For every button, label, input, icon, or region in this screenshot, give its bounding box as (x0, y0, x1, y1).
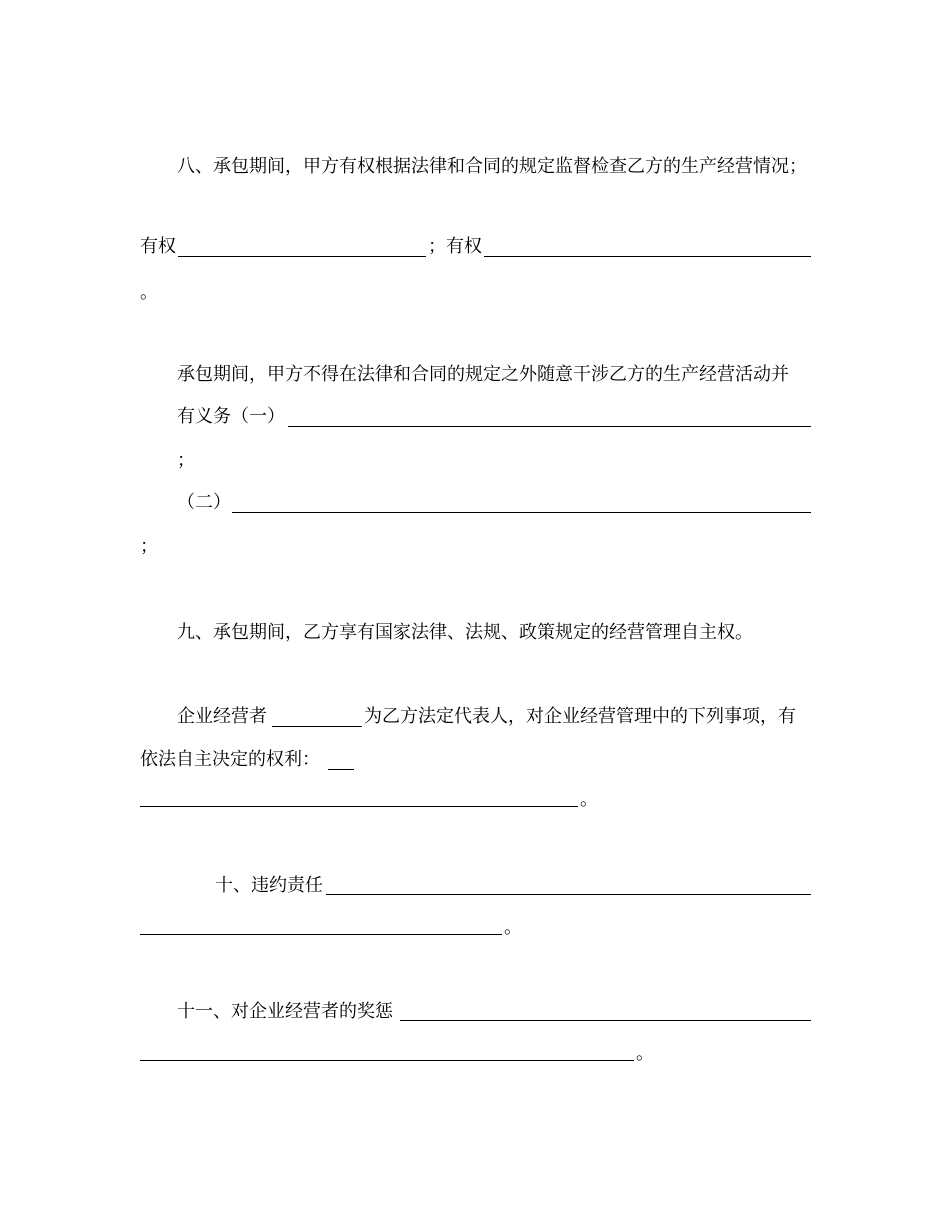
clause-11-period: 。 (636, 1043, 654, 1064)
clause-8-duty-1-semicolon: ； (177, 450, 195, 471)
clause-8-rights-period: 。 (140, 282, 158, 303)
clause-8-duty-1-blank[interactable] (288, 426, 811, 427)
clause-8-duty-2-blank[interactable] (232, 512, 811, 513)
clause-8-duty-2-semicolon: ； (140, 536, 158, 557)
clause-8-right-1-label: 有权 (140, 236, 176, 257)
clause-8-right-1-blank[interactable] (178, 256, 426, 257)
clause-10-title: 十、违约责任 (215, 875, 323, 896)
clause-8-intro: 八、承包期间，甲方有权根据法律和合同的规定监督检查乙方的生产经营情况； (177, 156, 807, 177)
clause-9-rights-period: 。 (580, 789, 598, 810)
clause-9-intro: 九、承包期间，乙方享有国家法律、法规、政策规定的经营管理自主权。 (177, 622, 753, 643)
clause-10-blank-2[interactable] (140, 934, 502, 935)
clause-8-right-2-label: ；有权 (428, 236, 482, 257)
clause-9-rights-label: 依法自主决定的权利： (140, 749, 320, 770)
clause-11-blank-2[interactable] (140, 1060, 634, 1061)
clause-8-right-2-blank[interactable] (484, 256, 811, 257)
clause-8-no-interfere: 承包期间，甲方不得在法律和合同的规定之外随意干涉乙方的生产经营活动并 (177, 364, 789, 385)
clause-11-blank-1[interactable] (400, 1020, 811, 1021)
clause-8-duty-2-label: （二） (177, 492, 231, 513)
clause-9-operator-text: 为乙方法定代表人，对企业经营管理中的下列事项，有 (364, 706, 796, 727)
clause-8-duty-1-label: 有义务（一） (177, 406, 285, 427)
clause-11-title: 十一、对企业经营者的奖惩 (177, 1001, 393, 1022)
clause-9-rights-blank-long[interactable] (140, 806, 578, 807)
clause-9-rights-blank-short[interactable] (328, 769, 354, 770)
clause-9-operator-blank[interactable] (272, 726, 362, 727)
clause-9-operator-label: 企业经营者 (177, 706, 267, 727)
clause-10-blank-1[interactable] (326, 894, 811, 895)
clause-10-period: 。 (504, 917, 522, 938)
